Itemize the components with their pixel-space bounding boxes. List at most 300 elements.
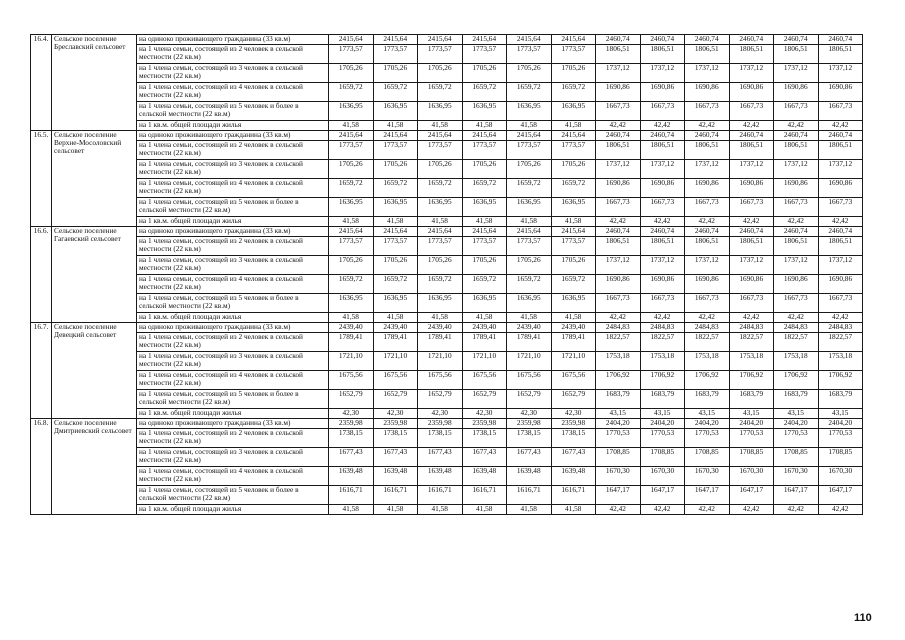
table-row <box>31 237 863 256</box>
rate-value: 41,58 <box>329 217 374 227</box>
rate-description: на 1 члена семьи, состоящей из 2 человек в сельской местности (22 кв.м) <box>137 45 329 64</box>
rate-value: 42,30 <box>373 409 418 419</box>
table-row <box>31 141 863 160</box>
rate-value: 1738,15 <box>551 429 596 448</box>
rate-value: 1705,26 <box>373 64 418 83</box>
rate-value: 1690,86 <box>729 179 774 198</box>
rate-value: 1721,10 <box>418 352 463 371</box>
rate-value: 42,42 <box>596 121 641 131</box>
rate-value: 1636,95 <box>373 102 418 121</box>
rate-value: 42,30 <box>329 409 374 419</box>
section-index: 16.7. <box>31 323 52 419</box>
rate-value: 41,58 <box>373 121 418 131</box>
rate-value: 1683,79 <box>774 390 819 409</box>
rate-value: 2415,64 <box>418 35 463 45</box>
table-row <box>31 467 863 486</box>
rate-value: 1706,92 <box>640 371 685 390</box>
rate-value: 1667,73 <box>640 198 685 217</box>
rate-value: 1659,72 <box>329 83 374 102</box>
rate-value: 1652,79 <box>551 390 596 409</box>
rate-value: 1639,48 <box>507 467 552 486</box>
rate-value: 2359,98 <box>462 419 507 429</box>
rate-description: на 1 кв.м. общей площади жилья <box>137 409 329 419</box>
rate-value: 2484,83 <box>640 323 685 333</box>
rate-value: 1773,57 <box>329 141 374 160</box>
rate-value: 1806,51 <box>640 45 685 64</box>
rate-value: 42,42 <box>729 217 774 227</box>
rate-value: 1667,73 <box>685 102 730 121</box>
rate-value: 1652,79 <box>329 390 374 409</box>
rate-value: 42,30 <box>551 409 596 419</box>
table-row <box>31 121 863 131</box>
rate-description: на 1 члена семьи, состоящей из 5 человек и более в сельской местности (22 кв.м) <box>137 390 329 409</box>
table-row <box>31 227 863 237</box>
rate-value: 41,58 <box>551 217 596 227</box>
rate-value: 1806,51 <box>640 237 685 256</box>
rate-value: 1705,26 <box>329 160 374 179</box>
rate-value: 1667,73 <box>685 198 730 217</box>
rate-value: 1670,30 <box>596 467 641 486</box>
rate-value: 1773,57 <box>373 141 418 160</box>
rate-value: 1708,85 <box>774 448 819 467</box>
rate-value: 1652,79 <box>373 390 418 409</box>
rate-value: 2415,64 <box>507 131 552 141</box>
rate-value: 1636,95 <box>462 102 507 121</box>
rate-value: 1690,86 <box>640 275 685 294</box>
rate-value: 2460,74 <box>640 35 685 45</box>
rate-value: 1806,51 <box>774 141 819 160</box>
rate-value: 2359,98 <box>373 419 418 429</box>
section-index: 16.6. <box>31 227 52 323</box>
rate-value: 1773,57 <box>418 45 463 64</box>
rate-value: 1773,57 <box>551 45 596 64</box>
rate-value: 1738,15 <box>507 429 552 448</box>
rate-value: 2460,74 <box>818 35 863 45</box>
rate-value: 1705,26 <box>373 256 418 275</box>
rate-value: 2460,74 <box>685 131 730 141</box>
rate-value: 1667,73 <box>774 198 819 217</box>
table-row <box>31 45 863 64</box>
rate-value: 1652,79 <box>507 390 552 409</box>
rate-value: 1690,86 <box>640 83 685 102</box>
rate-description: на 1 члена семьи, состоящей из 5 человек и более в сельской местности (22 кв.м) <box>137 486 329 505</box>
rate-value: 1675,56 <box>373 371 418 390</box>
rate-value: 1647,17 <box>596 486 641 505</box>
rate-value: 1706,92 <box>818 371 863 390</box>
rate-value: 2415,64 <box>373 35 418 45</box>
rate-value: 1639,48 <box>462 467 507 486</box>
rate-value: 1636,95 <box>507 198 552 217</box>
rate-value: 2484,83 <box>729 323 774 333</box>
rate-value: 2439,40 <box>329 323 374 333</box>
settlement-name: Сельское поселение Дмитриевский сельсовет <box>52 419 137 515</box>
rate-value: 1721,10 <box>462 352 507 371</box>
rate-value: 1639,48 <box>373 467 418 486</box>
rate-value: 42,42 <box>640 313 685 323</box>
rate-value: 1737,12 <box>774 64 819 83</box>
rate-value: 2415,64 <box>462 35 507 45</box>
rate-value: 1690,86 <box>729 275 774 294</box>
rate-value: 1636,95 <box>329 102 374 121</box>
rate-value: 1737,12 <box>818 256 863 275</box>
rate-value: 1690,86 <box>818 83 863 102</box>
rate-value: 41,58 <box>329 121 374 131</box>
rate-value: 2460,74 <box>596 35 641 45</box>
rate-value: 41,58 <box>418 121 463 131</box>
rate-value: 1708,85 <box>729 448 774 467</box>
rate-value: 1690,86 <box>818 275 863 294</box>
rate-value: 1690,86 <box>596 275 641 294</box>
rate-value: 1659,72 <box>462 83 507 102</box>
rate-value: 1822,57 <box>596 333 641 352</box>
page-number: 110 <box>854 612 872 624</box>
rate-value: 1683,79 <box>729 390 774 409</box>
rate-value: 1753,18 <box>640 352 685 371</box>
rate-value: 2460,74 <box>596 131 641 141</box>
rate-description: на 1 кв.м. общей площади жилья <box>137 217 329 227</box>
rate-value: 1659,72 <box>551 275 596 294</box>
rate-value: 1706,92 <box>596 371 641 390</box>
rate-value: 2460,74 <box>640 131 685 141</box>
rate-value: 2404,20 <box>685 419 730 429</box>
rate-value: 42,42 <box>685 217 730 227</box>
rate-value: 1690,86 <box>640 179 685 198</box>
rate-value: 43,15 <box>774 409 819 419</box>
rate-description: на 1 члена семьи, состоящей из 4 человек в сельской местности (22 кв.м) <box>137 467 329 486</box>
rate-value: 1659,72 <box>462 275 507 294</box>
rate-value: 1667,73 <box>596 102 641 121</box>
rate-value: 1705,26 <box>329 256 374 275</box>
rate-value: 42,42 <box>685 121 730 131</box>
rate-value: 1705,26 <box>507 160 552 179</box>
table-row <box>31 486 863 505</box>
rate-value: 1822,57 <box>685 333 730 352</box>
rate-value: 1639,48 <box>551 467 596 486</box>
rate-value: 2415,64 <box>373 131 418 141</box>
rate-value: 1737,12 <box>774 160 819 179</box>
rate-description: на 1 члена семьи, состоящей из 5 человек и более в сельской местности (22 кв.м) <box>137 198 329 217</box>
rate-value: 1616,71 <box>418 486 463 505</box>
rate-value: 1647,17 <box>685 486 730 505</box>
rate-value: 1806,51 <box>596 237 641 256</box>
rate-description: на 1 члена семьи, состоящей из 5 человек и более в сельской местности (22 кв.м) <box>137 102 329 121</box>
rate-value: 1822,57 <box>818 333 863 352</box>
rate-value: 2415,64 <box>507 35 552 45</box>
rate-value: 43,15 <box>640 409 685 419</box>
rate-value: 1753,18 <box>685 352 730 371</box>
rate-value: 1677,43 <box>329 448 374 467</box>
rate-value: 1636,95 <box>418 294 463 313</box>
rate-value: 1659,72 <box>329 179 374 198</box>
rate-value: 42,42 <box>640 217 685 227</box>
rate-value: 1737,12 <box>596 160 641 179</box>
rate-value: 1670,30 <box>640 467 685 486</box>
rate-value: 1636,95 <box>507 102 552 121</box>
rate-value: 1659,72 <box>418 83 463 102</box>
rate-value: 1639,48 <box>418 467 463 486</box>
rate-value: 1636,95 <box>329 294 374 313</box>
rate-value: 1721,10 <box>329 352 374 371</box>
rate-value: 1636,95 <box>462 294 507 313</box>
rate-value: 1690,86 <box>774 275 819 294</box>
rate-description: на 1 члена семьи, состоящей из 2 человек в сельской местности (22 кв.м) <box>137 237 329 256</box>
rate-value: 42,42 <box>729 313 774 323</box>
table-row <box>31 83 863 102</box>
rate-value: 41,58 <box>373 505 418 515</box>
rate-value: 1659,72 <box>462 179 507 198</box>
rate-value: 42,42 <box>685 313 730 323</box>
rate-value: 1636,95 <box>551 198 596 217</box>
rate-value: 41,58 <box>507 121 552 131</box>
rate-value: 1770,53 <box>818 429 863 448</box>
rate-value: 2404,20 <box>729 419 774 429</box>
table-row <box>31 390 863 409</box>
table-row <box>31 131 863 141</box>
rate-value: 1705,26 <box>418 256 463 275</box>
rate-value: 1690,86 <box>818 179 863 198</box>
rate-value: 1675,56 <box>507 371 552 390</box>
rate-value: 2460,74 <box>774 227 819 237</box>
rate-value: 1690,86 <box>685 83 730 102</box>
rate-value: 41,58 <box>462 505 507 515</box>
rate-value: 2415,64 <box>551 227 596 237</box>
rate-value: 1737,12 <box>685 256 730 275</box>
table-row <box>31 198 863 217</box>
rate-value: 2415,64 <box>551 131 596 141</box>
rate-value: 2484,83 <box>818 323 863 333</box>
rate-value: 1773,57 <box>507 237 552 256</box>
rate-value: 41,58 <box>462 313 507 323</box>
rate-value: 1738,15 <box>329 429 374 448</box>
rate-value: 1636,95 <box>418 198 463 217</box>
rate-value: 1659,72 <box>373 83 418 102</box>
rate-description: на 1 кв.м. общей площади жилья <box>137 313 329 323</box>
rate-value: 1667,73 <box>596 294 641 313</box>
rate-value: 1659,72 <box>373 179 418 198</box>
rate-description: на 1 члена семьи, состоящей из 4 человек в сельской местности (22 кв.м) <box>137 275 329 294</box>
rate-value: 1806,51 <box>729 237 774 256</box>
rate-value: 1636,95 <box>507 294 552 313</box>
rate-value: 41,58 <box>373 313 418 323</box>
rate-value: 1675,56 <box>462 371 507 390</box>
rate-value: 2439,40 <box>418 323 463 333</box>
rate-description: на 1 кв.м. общей площади жилья <box>137 121 329 131</box>
rate-value: 41,58 <box>507 313 552 323</box>
rate-value: 1753,18 <box>818 352 863 371</box>
rate-value: 1705,26 <box>462 64 507 83</box>
table-row <box>31 294 863 313</box>
rate-value: 2404,20 <box>774 419 819 429</box>
rate-value: 42,42 <box>818 121 863 131</box>
rate-value: 43,15 <box>818 409 863 419</box>
rate-value: 1636,95 <box>373 198 418 217</box>
table-row <box>31 409 863 419</box>
rate-value: 1806,51 <box>640 141 685 160</box>
rate-value: 1636,95 <box>551 102 596 121</box>
rate-value: 42,42 <box>818 217 863 227</box>
rate-value: 1738,15 <box>373 429 418 448</box>
rate-value: 1789,41 <box>462 333 507 352</box>
rate-value: 2415,64 <box>373 227 418 237</box>
rate-value: 1705,26 <box>462 160 507 179</box>
rate-value: 42,42 <box>818 313 863 323</box>
rate-description: на 1 кв.м. общей площади жилья <box>137 505 329 515</box>
rate-description: на 1 члена семьи, состоящей из 3 человек в сельской местности (22 кв.м) <box>137 64 329 83</box>
rate-value: 1659,72 <box>373 275 418 294</box>
rate-value: 1806,51 <box>818 141 863 160</box>
rate-value: 1806,51 <box>818 45 863 64</box>
rate-value: 42,42 <box>774 505 819 515</box>
rate-value: 1667,73 <box>729 198 774 217</box>
rate-value: 1737,12 <box>596 64 641 83</box>
rate-value: 1667,73 <box>774 102 819 121</box>
rate-value: 43,15 <box>685 409 730 419</box>
rate-value: 1737,12 <box>640 64 685 83</box>
rate-value: 1822,57 <box>729 333 774 352</box>
rate-value: 2415,64 <box>329 227 374 237</box>
rate-value: 1659,72 <box>507 179 552 198</box>
rate-value: 1677,43 <box>373 448 418 467</box>
rate-value: 1789,41 <box>373 333 418 352</box>
rate-value: 1705,26 <box>373 160 418 179</box>
rate-value: 1667,73 <box>818 294 863 313</box>
rate-value: 1708,85 <box>685 448 730 467</box>
rate-description: на 1 члена семьи, состоящей из 3 человек в сельской местности (22 кв.м) <box>137 160 329 179</box>
rate-value: 1721,10 <box>373 352 418 371</box>
rate-value: 1659,72 <box>418 179 463 198</box>
table-row <box>31 256 863 275</box>
rate-value: 2484,83 <box>774 323 819 333</box>
rate-value: 1737,12 <box>774 256 819 275</box>
table-row <box>31 323 863 333</box>
rate-value: 1708,85 <box>640 448 685 467</box>
rate-value: 1647,17 <box>729 486 774 505</box>
table-row <box>31 505 863 515</box>
rate-value: 1667,73 <box>774 294 819 313</box>
rate-value: 41,58 <box>551 313 596 323</box>
rate-value: 1690,86 <box>774 179 819 198</box>
rate-value: 1806,51 <box>774 45 819 64</box>
rate-value: 1738,15 <box>418 429 463 448</box>
rate-value: 1706,92 <box>729 371 774 390</box>
rate-value: 1773,57 <box>462 237 507 256</box>
rate-value: 1683,79 <box>640 390 685 409</box>
rate-value: 1636,95 <box>373 294 418 313</box>
rate-value: 1773,57 <box>507 45 552 64</box>
rate-value: 2415,64 <box>418 227 463 237</box>
rate-value: 42,30 <box>507 409 552 419</box>
rate-value: 1690,86 <box>596 83 641 102</box>
rate-value: 1659,72 <box>507 83 552 102</box>
rate-value: 1690,86 <box>774 83 819 102</box>
rate-value: 1773,57 <box>373 237 418 256</box>
rate-value: 1705,26 <box>329 64 374 83</box>
table-row <box>31 64 863 83</box>
rate-value: 1789,41 <box>507 333 552 352</box>
rate-value: 1753,18 <box>596 352 641 371</box>
rate-value: 1647,17 <box>774 486 819 505</box>
rate-value: 1659,72 <box>418 275 463 294</box>
rate-value: 1737,12 <box>640 160 685 179</box>
rate-description: на 1 члена семьи, состоящей из 4 человек в сельской местности (22 кв.м) <box>137 83 329 102</box>
rate-value: 1721,10 <box>507 352 552 371</box>
rate-value: 2439,40 <box>551 323 596 333</box>
rate-value: 1705,26 <box>418 160 463 179</box>
rate-value: 1737,12 <box>596 256 641 275</box>
rate-value: 1667,73 <box>818 102 863 121</box>
table-row <box>31 179 863 198</box>
rate-value: 2460,74 <box>640 227 685 237</box>
rate-value: 41,58 <box>373 217 418 227</box>
rate-value: 1616,71 <box>373 486 418 505</box>
rate-value: 41,58 <box>462 121 507 131</box>
section-index: 16.4. <box>31 35 52 131</box>
rate-value: 42,42 <box>640 505 685 515</box>
rate-value: 41,58 <box>329 313 374 323</box>
rate-value: 1770,53 <box>774 429 819 448</box>
rate-value: 1705,26 <box>418 64 463 83</box>
rate-value: 2359,98 <box>507 419 552 429</box>
rate-value: 1773,57 <box>418 237 463 256</box>
rate-description: на 1 члена семьи, состоящей из 3 человек в сельской местности (22 кв.м) <box>137 448 329 467</box>
rate-value: 2460,74 <box>685 227 730 237</box>
rate-description: на одиноко проживающего гражданина (33 кв.м) <box>137 131 329 141</box>
rate-value: 1737,12 <box>818 160 863 179</box>
rate-value: 1690,86 <box>729 83 774 102</box>
rate-value: 1683,79 <box>596 390 641 409</box>
rate-value: 1737,12 <box>640 256 685 275</box>
rate-value: 2460,74 <box>729 131 774 141</box>
rate-value: 42,42 <box>729 121 774 131</box>
settlement-name: Сельское поселение Гагаевский сельсовет <box>52 227 137 323</box>
rate-value: 43,15 <box>596 409 641 419</box>
rate-value: 42,42 <box>774 313 819 323</box>
rate-value: 41,58 <box>418 217 463 227</box>
rate-value: 1770,53 <box>596 429 641 448</box>
rate-value: 2460,74 <box>729 35 774 45</box>
rate-value: 2460,74 <box>685 35 730 45</box>
rate-value: 42,42 <box>818 505 863 515</box>
rate-value: 1806,51 <box>596 141 641 160</box>
rate-value: 1770,53 <box>729 429 774 448</box>
rate-value: 1773,57 <box>329 45 374 64</box>
rate-value: 42,42 <box>685 505 730 515</box>
rate-value: 1706,92 <box>685 371 730 390</box>
rate-value: 1770,53 <box>640 429 685 448</box>
rate-value: 1789,41 <box>329 333 374 352</box>
rate-value: 42,42 <box>774 121 819 131</box>
rate-value: 1636,95 <box>329 198 374 217</box>
rate-value: 1705,26 <box>551 160 596 179</box>
rate-description: на 1 члена семьи, состоящей из 4 человек в сельской местности (22 кв.м) <box>137 179 329 198</box>
rate-value: 1690,86 <box>685 275 730 294</box>
rate-value: 41,58 <box>418 313 463 323</box>
rate-value: 1639,48 <box>329 467 374 486</box>
rate-value: 42,42 <box>774 217 819 227</box>
rate-value: 1705,26 <box>507 256 552 275</box>
rate-value: 43,15 <box>729 409 774 419</box>
rate-value: 1636,95 <box>551 294 596 313</box>
rate-value: 1806,51 <box>685 237 730 256</box>
rate-value: 1677,43 <box>418 448 463 467</box>
table-row <box>31 275 863 294</box>
rate-value: 41,58 <box>507 217 552 227</box>
rate-value: 2404,20 <box>640 419 685 429</box>
rate-description: на 1 члена семьи, состоящей из 5 человек и более в сельской местности (22 кв.м) <box>137 294 329 313</box>
rate-description: на одиноко проживающего гражданина (33 кв.м) <box>137 35 329 45</box>
rate-value: 1705,26 <box>462 256 507 275</box>
rate-value: 41,58 <box>462 217 507 227</box>
